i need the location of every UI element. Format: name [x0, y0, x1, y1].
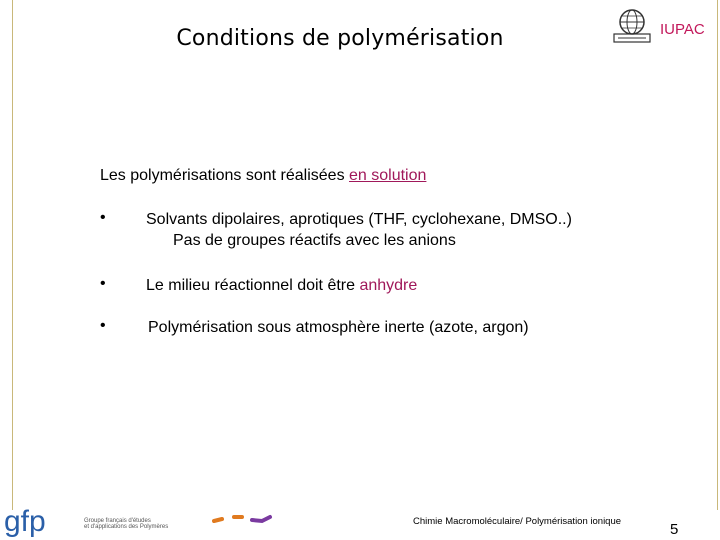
bullet-marker: • [100, 317, 106, 334]
gfp-logo [4, 505, 68, 539]
bullet-text [146, 275, 417, 296]
gfp-logo-text: gfp [4, 505, 46, 538]
bullet-plain: Le milieu réactionnel doit être [146, 277, 360, 294]
bullet-marker: • [100, 209, 106, 226]
page-number: 5 [670, 521, 679, 538]
decorative-bar-logo [212, 512, 276, 528]
iupac-label: IUPAC [660, 21, 705, 38]
bullet-line-1: Solvants dipolaires, aprotiques (THF, cyclohexane, DMSO..) [146, 211, 572, 228]
bullet-text [146, 209, 572, 251]
gfp-subtitle-line-1: Groupe français d'études [84, 518, 151, 524]
intro-plain: Les polymérisations sont réalisées [100, 167, 350, 184]
gfp-subtitle [84, 518, 168, 530]
gfp-subtitle-line-2: et d'applications des Polymères [84, 524, 169, 530]
slide-title: Conditions de polymérisation [176, 26, 504, 51]
iupac-globe-icon [612, 6, 652, 46]
intro-text [100, 167, 426, 185]
bullet-emphasis: anhydre [359, 277, 418, 294]
bullet-line-2: Pas de groupes réactifs avec les anions [173, 232, 456, 249]
slide-frame [12, 0, 718, 510]
bullet-marker: • [100, 275, 106, 292]
bullet-text: Polymérisation sous atmosphère inerte (azote, argon) [148, 319, 529, 336]
course-footer-text: Chimie Macromoléculaire/ Polymérisation ionique [413, 516, 622, 527]
intro-emphasis: en solution [349, 167, 427, 184]
